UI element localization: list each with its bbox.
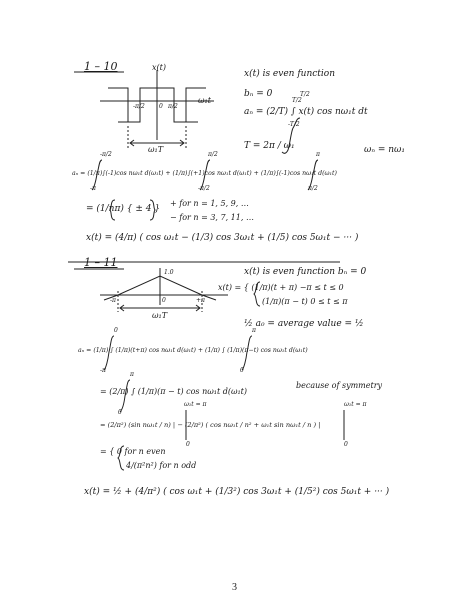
problem-label-1-11: 1 – 11	[84, 256, 118, 269]
page-number: 3	[232, 582, 237, 593]
lim2-0c: 0	[118, 409, 122, 416]
period-line: T = 2π / ω₁	[244, 141, 295, 151]
problem-label-1-10: 1 – 10	[84, 60, 118, 73]
square-wave-graph	[100, 70, 214, 148]
omega-n-line: ωₙ = nω₁	[364, 145, 405, 155]
case-odd: 4/(π²n²) for n odd	[126, 461, 197, 470]
an-expansion-line: aₙ = (1/π)∫(-1)cos nω₁t d(ω₁t) + (1/π)∫(+1)cos nω₁t d(ω₁t) + (1/π)∫(-1)cos nω₁t d(ω₁t)	[72, 170, 337, 177]
case-even: = { 0 for n even	[100, 447, 166, 456]
eval-line: = (2/π²) (sin nω₁t / n) | − (2/π²) ( cos nω₁t / n² + ω₁t sin nω₁t / n ) |	[100, 421, 321, 429]
pm4-line: = (1/nπ) { ± 4 }	[86, 204, 161, 214]
series-1-10: x(t) = (4/π) ( cos ω₁t − (1/3) cos 3ω₁t + (1/5) cos 5ω₁t − ··· )	[86, 233, 359, 243]
piecewise-1: x(t) = { (1/π)(t + π) −π ≤ t ≤ 0	[218, 283, 344, 292]
lim-f: π	[316, 151, 320, 158]
symmetry-line: = (2/π) ∫ (1/π)(π − t) cos nω₁t d(ω₁t)	[100, 387, 248, 396]
even-function-line: x(t) is even function	[244, 69, 336, 79]
lim-d: π/2	[308, 185, 318, 192]
graph2-period: ω₁T	[152, 311, 168, 320]
minus-cases: − for n = 3, 7, 11, …	[170, 213, 254, 222]
series-1-11: x(t) = ½ + (4/π²) ( cos ω₁t + (1/3²) cos 3ω₁t + (1/5²) cos 5ω₁t + ··· )	[84, 487, 390, 497]
lim-b: -π	[90, 185, 96, 192]
an-line-2: aₙ = (1/π) ∫ (1/π)(t+π) cos nω₁t d(ω₁t) + (1/π) ∫ (1/π)(π−t) cos nω₁t d(ω₁t)	[78, 347, 308, 354]
an-int-lo: -T/2	[288, 121, 300, 128]
lim-e: -π/2	[198, 185, 210, 192]
an-formula-line: aₙ = (2/T) ∫ x(t) cos nω₁t dt	[244, 107, 368, 117]
graph-y-label: x(t)	[152, 63, 166, 72]
eval-bot-2: 0	[344, 441, 348, 448]
lim2-0: 0	[114, 327, 118, 334]
eval-top: ω₁t = π	[184, 401, 207, 408]
an-int-hi: T/2	[292, 97, 302, 104]
lim-c: π/2	[208, 151, 218, 158]
lim2-0b: 0	[240, 367, 244, 374]
graph-tick-zero: 0	[159, 103, 163, 110]
graph2-pos: +π	[196, 297, 205, 304]
graph-tick-neg: -π/2	[133, 103, 145, 110]
lim2-pi: π	[252, 327, 256, 334]
piecewise-2: (1/π)(π − t) 0 ≤ t ≤ π	[262, 297, 348, 306]
symmetry-note: because of symmetry	[296, 381, 383, 390]
even-function-line-2: x(t) is even function bₙ = 0	[244, 267, 367, 277]
eval-top-2: ω₁t = π	[344, 401, 367, 408]
graph2-neg: -π	[110, 297, 116, 304]
eval-bot: 0	[186, 441, 190, 448]
bn-line: bₙ = 0	[244, 89, 273, 99]
lim2-negpi: -π	[100, 367, 106, 374]
graph-x-label: ω₁t	[198, 96, 211, 105]
bn-note: T/2	[300, 91, 310, 98]
graph2-peak: 1.0	[164, 269, 174, 276]
graph-period-label: ω₁T	[148, 145, 164, 154]
average-value-line: ½ a₀ = average value = ½	[244, 319, 364, 329]
lim2-pi2: π	[130, 371, 134, 378]
graph2-zero: 0	[162, 297, 166, 304]
lim-a: -π/2	[100, 151, 112, 158]
plus-cases: + for n = 1, 5, 9, …	[170, 199, 249, 208]
graph-tick-pos: π/2	[168, 103, 178, 110]
